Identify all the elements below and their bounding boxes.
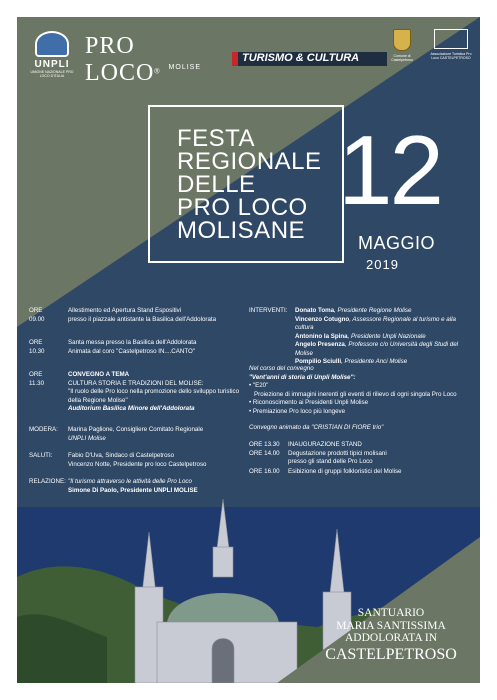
title-line: FESTA (177, 125, 256, 152)
program-text (68, 307, 248, 324)
interventi-block (249, 307, 473, 365)
program-time: ORE 10.30 (29, 339, 45, 355)
event-day: 12 (338, 115, 442, 225)
program-line: Simone Di Paolo, Presidente UNPLI MOLISE (68, 486, 198, 494)
title-line: DELLE (177, 171, 256, 198)
interventi-item (295, 307, 475, 316)
speaker-name: Pompilio Sciulli (295, 358, 342, 365)
unpli-subtitle: UNIONE NAZIONALE PRO LOCO D'ITALIA (30, 70, 74, 78)
program-line: Fabio D'Uva, Sindaco di Castelpetroso (68, 452, 175, 459)
poster (17, 17, 480, 683)
program-text (68, 452, 248, 469)
program-row (249, 450, 473, 468)
program-line: UNPLI Molise (68, 434, 106, 442)
program-line: Marina Paglione, Consigliere Comitato Regionale (68, 426, 204, 433)
speaker-role: , Assessore Regionale al turismo e alla cultura (295, 315, 456, 331)
event-year: 2019 (366, 257, 399, 272)
proloco-region: MOLISE (168, 64, 201, 71)
venue-town: CASTELPETROSO (325, 645, 457, 663)
corso-item: • "E20" (249, 382, 269, 389)
trademark-symbol: ® (154, 68, 160, 76)
program-line: Vincenzo Notte, Presidente pro loco Castelpetroso (68, 460, 207, 468)
program-text (68, 339, 248, 356)
venue-line: ADDOLORATA IN (344, 632, 438, 644)
program-time: ORE 09.00 (29, 307, 45, 323)
program-row (249, 441, 473, 450)
interventi-list (295, 307, 475, 367)
program-time: ORE 14.00 (249, 449, 280, 457)
speaker-name: Vincenzo Cotugno (295, 315, 350, 323)
program-line: presso gli stand delle Pro Loco (288, 458, 373, 465)
venue-line: MARIA SANTISSIMA (336, 619, 446, 632)
corso-item: • Riconoscimento ai Presidenti Unpli Molise (249, 399, 369, 406)
corso-block (249, 365, 473, 416)
corso-item-text: Proiezione di immagini inerenti gli eventi di rilievo di ogni singola Pro Loco (254, 390, 457, 398)
program-line: Degustazione prodotti tipici molisani (288, 449, 387, 457)
title-line: MOLISANE (177, 217, 306, 244)
program-line: CULTURA STORIA E TRADIZIONI DEL MOLISE: (68, 379, 204, 387)
corso-heading: "Vent'anni di storia di Unpli Molise": (249, 373, 356, 381)
program-time: ORE 13.30 (249, 440, 280, 448)
corso-item-text: "E20" (252, 382, 269, 389)
event-month: MAGGIO (358, 233, 436, 253)
proloco-name: PRO LOCO (85, 33, 155, 86)
afternoon-program (249, 441, 473, 477)
interventi-item (295, 358, 475, 367)
speaker-role: , Presidente Unpli Nazionale (347, 332, 426, 340)
program-line: Santa messa presso la Basilica dell'Addolorata (68, 339, 197, 346)
assoc-caption: Associazione Turistica Pro Loco CASTELPETROSO (430, 52, 472, 60)
turismo-cultura-name: TURISMO & CULTURA (242, 52, 360, 64)
program-line: "Il turismo attraverso le attività delle Pro Loco (68, 478, 192, 485)
title-line: REGIONALE (177, 148, 322, 175)
program-line: INAUGURAZIONE STAND (288, 440, 362, 448)
corso-item-text: Riconoscimento ai Presidenti Unpli Molise (252, 399, 369, 406)
speaker-name: Angelo Presenza (295, 341, 345, 348)
program-time: ORE 16.00 (249, 467, 280, 475)
speaker-role: , Professore c/o Università degli Studi del Molise (295, 341, 459, 357)
corso-item-text: Premiazione Pro loco più longeve (252, 407, 346, 415)
program-row (249, 468, 473, 477)
program-line: Allestimento ed Apertura Stand Espositivi (68, 307, 182, 314)
program-text (68, 426, 248, 443)
speaker-name: Antonino la Spina (295, 332, 348, 340)
speaker-role: , Presidente Regione Molise (334, 307, 412, 314)
program-time: SALUTI: (29, 452, 53, 459)
program-line: CONVEGNO A TEMA (68, 371, 130, 378)
interventi-item (295, 341, 475, 358)
interventi-label: INTERVENTI: (249, 307, 288, 314)
venue-line: SANTUARIO (357, 607, 425, 619)
unpli-name: UNPLI (34, 59, 70, 70)
program-line: Esibizione di gruppi folkloristici del Molise (288, 467, 402, 475)
program-time: ORE 11.30 (29, 371, 45, 387)
program-line: "Il ruolo delle Pro loco nella promozione dello sviluppo turistico (68, 388, 240, 395)
interventi-item (295, 316, 475, 333)
corso-item: • Premiazione Pro loco più longeve (249, 407, 346, 415)
speaker-name: Donato Toma (295, 307, 335, 314)
comune-caption: Comune di Castelpetroso (391, 54, 413, 62)
corso-intro: Nel corso del convegno (249, 365, 314, 372)
convegno-animato: Convegno animato da "CRISTIAN DI FIORE trio" (249, 424, 384, 431)
program-time: MODERA: (29, 426, 58, 433)
program-line: Auditorium Basilica Minore dell'Addolorata (68, 405, 195, 412)
program-time: RELAZIONE: (29, 478, 66, 485)
program-right (249, 307, 473, 477)
program-line: presso il piazzale antistante la Basilica dell'Addolorata (68, 315, 217, 323)
program-line: Animata dal coro "Castelpetroso IN....CANTO" (68, 347, 196, 355)
speaker-role: , Presidente Anci Molise (341, 358, 408, 365)
venue-label (307, 607, 475, 665)
program-line: della Regione Molise" (68, 396, 128, 404)
title-line: PRO LOCO (177, 194, 308, 221)
program-text (68, 478, 248, 495)
interventi-item (295, 333, 475, 342)
program-text (68, 371, 248, 414)
